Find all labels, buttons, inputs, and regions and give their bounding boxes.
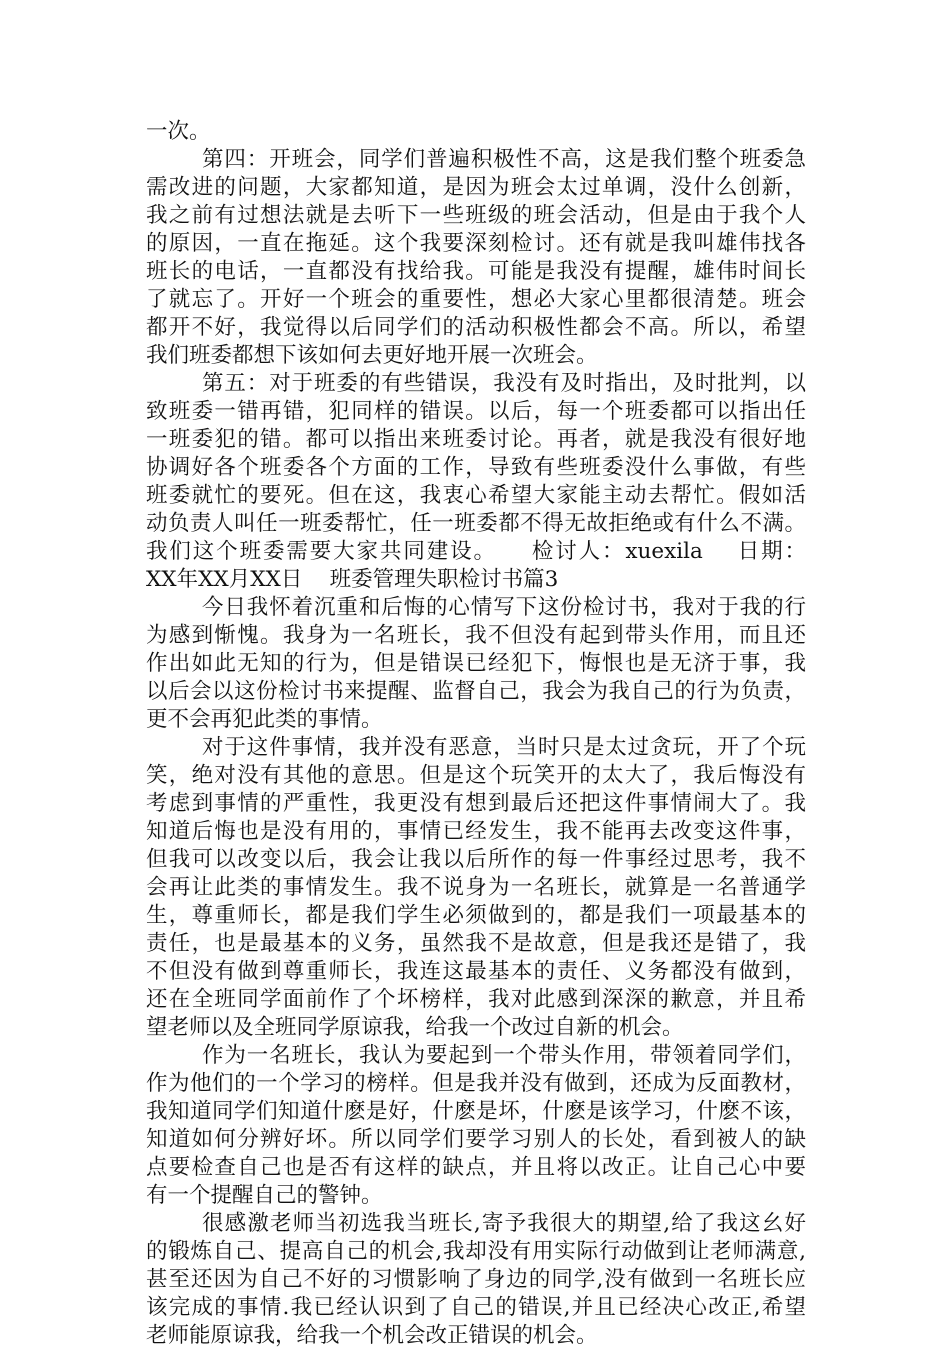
text-line: 有一个提醒自己的警钟。 [146,1183,383,1208]
text-line: 生，尊重师长，都是我们学生必须做到的，都是我们一项最基本的 [146,903,806,928]
text-line: 协调好各个班委各个方面的工作，导致有些班委没什么事做，有些 [146,455,806,480]
text-line: 了就忘了。开好一个班会的重要性，想必大家心里都很清楚。班会 [146,287,806,312]
text-line: 老师能原谅我，给我一个机会改正错误的机会。 [146,1323,598,1348]
text-line: 第四：开班会，同学们普遍积极性不高，这是我们整个班委急 [202,147,806,172]
text-line: 班委就忙的要死。但在这，我衷心希望大家能主动去帮忙。假如活 [146,483,806,508]
text-line: 责任，也是最基本的义务，虽然我不是故意，但是我还是错了，我 [146,931,806,956]
text-line: 作为他们的一个学习的榜样。但是我并没有做到，还成为反面教材， [146,1071,806,1096]
text-line: 为感到惭愧。我身为一名班长，我不但没有起到带头作用，而且还 [146,623,806,648]
text-line: 作为一名班长，我认为要起到一个带头作用，带领着同学们， [202,1043,806,1068]
text-line: 更不会再犯此类的事情。 [146,707,383,732]
text-line: 的原因，一直在拖延。这个我要深刻检讨。还有就是我叫雄伟找各 [146,231,806,256]
text-line: 我们这个班委需要大家共同建设。 检讨人：xuexila 日期： [146,539,806,564]
text-line: 笑，绝对没有其他的意思。但是这个玩笑开的太大了，我后悔没有 [146,763,806,788]
text-line: 作出如此无知的行为，但是错误已经犯下，悔恨也是无济于事，我 [146,651,806,676]
text-line: 还在全班同学面前作了个坏榜样，我对此感到深深的歉意，并且希 [146,987,806,1012]
text-line: 对于这件事情，我并没有恶意，当时只是太过贪玩，开了个玩 [202,735,806,760]
text-line: 会再让此类的事情发生。我不说身为一名班长，就算是一名普通学 [146,875,806,900]
text-line: 知道如何分辨好坏。所以同学们要学习别人的长处，看到被人的缺 [146,1127,806,1152]
text-line: 甚至还因为自己不好的习惯影响了身边的同学,没有做到一名班长应 [146,1267,806,1292]
text-line: 我知道同学们知道什麽是好，什麽是坏，什麽是该学习，什麽不该， [146,1099,806,1124]
text-line: 班长的电话，一直都没有找给我。可能是我没有提醒，雄伟时间长 [146,259,806,284]
text-line: 知道后悔也是没有用的，事情已经发生，我不能再去改变这件事， [146,819,806,844]
text-line: 考虑到事情的严重性，我更没有想到最后还把这件事情闹大了。我 [146,791,806,816]
text-line: 但我可以改变以后，我会让我以后所作的每一件事经过思考，我不 [146,847,806,872]
text-line: 我们班委都想下该如何去更好地开展一次班会。 [146,343,598,368]
text-line: 以后会以这份检讨书来提醒、监督自己，我会为我自己的行为负责， [146,679,806,704]
text-line: 第五：对于班委的有些错误，我没有及时指出，及时批判，以 [202,371,806,396]
text-line: 都开不好，我觉得以后同学们的活动积极性都会不高。所以，希望 [146,315,806,340]
text-line: 望老师以及全班同学原谅我，给我一个改过自新的机会。 [146,1015,684,1040]
text-line: 该完成的事情.我已经认识到了自己的错误,并且已经决心改正,希望 [146,1295,806,1320]
text-line: 的锻炼自己、提高自己的机会,我却没有用实际行动做到让老师满意, [146,1239,806,1264]
text-line: XX年XX月XX日 班委管理失职检讨书篇3 [146,567,559,592]
text-line: 致班委一错再错，犯同样的错误。以后，每一个班委都可以指出任 [146,399,806,424]
text-line: 一次。 [146,119,211,144]
text-line: 一班委犯的错。都可以指出来班委讨论。再者，就是我没有很好地 [146,427,806,452]
text-line: 我之前有过想法就是去听下一些班级的班会活动，但是由于我个人 [146,203,806,228]
text-line: 点要检查自己也是否有这样的缺点，并且将以改正。让自己心中要 [146,1155,806,1180]
document-body [146,118,806,1350]
text-line: 今日我怀着沉重和后悔的心情写下这份检讨书，我对于我的行 [202,595,806,620]
text-line: 动负责人叫任一班委帮忙，任一班委都不得无故拒绝或有什么不满。 [146,511,806,536]
text-line: 需改进的问题，大家都知道，是因为班会太过单调，没什么创新， [146,175,806,200]
text-line: 不但没有做到尊重师长，我连这最基本的责任、义务都没有做到， [146,959,806,984]
text-line: 很感激老师当初选我当班长,寄予我很大的期望,给了我这幺好 [202,1211,806,1236]
